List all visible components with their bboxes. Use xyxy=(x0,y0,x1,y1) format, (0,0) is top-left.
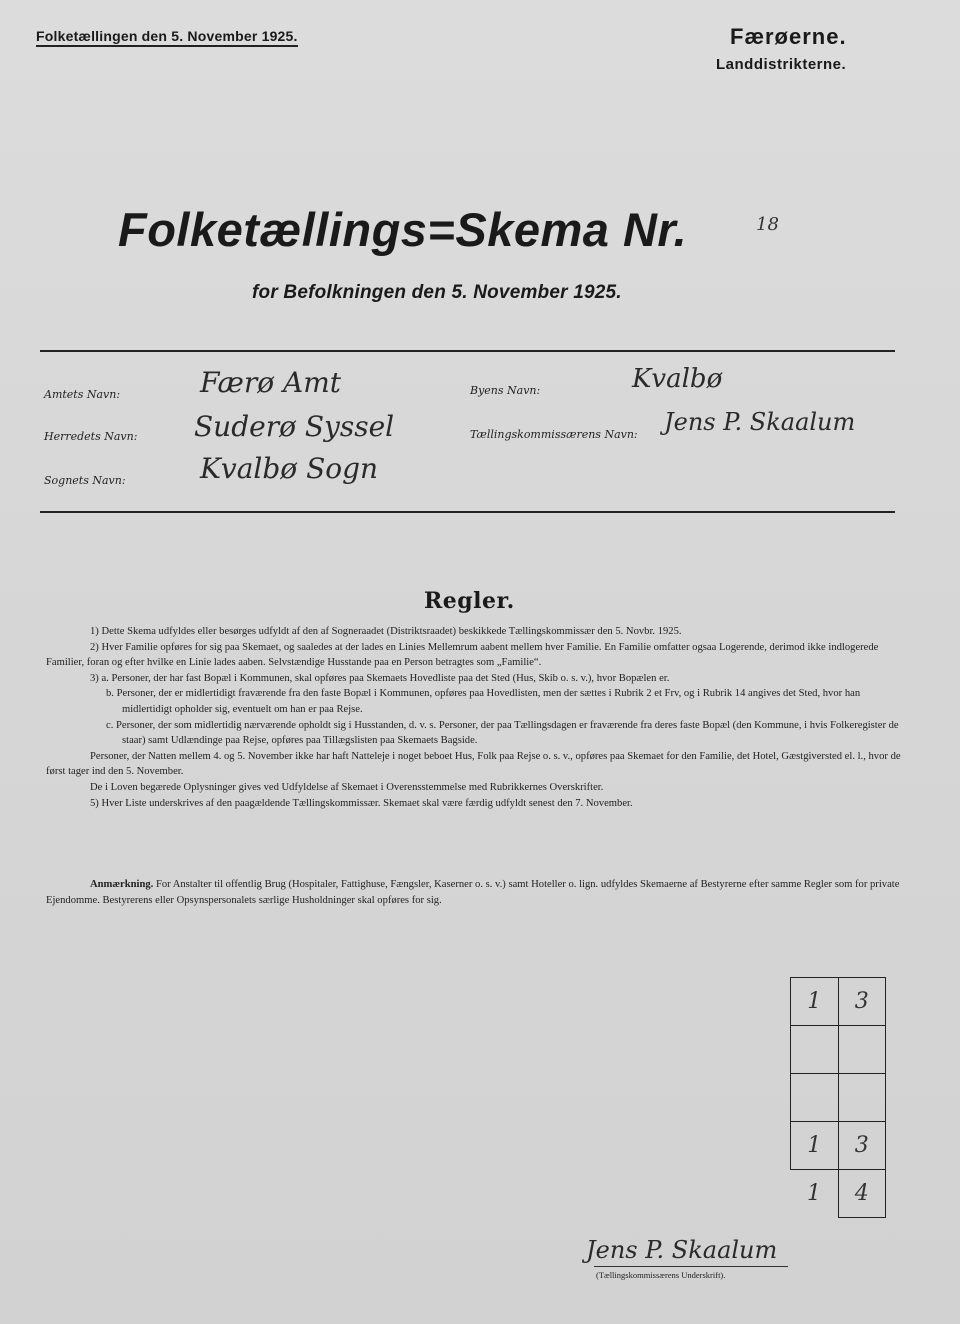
signature-caption: (Tællingskommissærens Underskrift). xyxy=(596,1270,726,1280)
tally-grid xyxy=(790,977,886,1213)
amt-label: Amtets Navn: xyxy=(44,388,121,401)
by-value: Kvalbø xyxy=(632,364,723,394)
rule-3d: Personer, der Natten mellem 4. og 5. November ikke har haft Natteleje i noget beboet Hus, Folk paa Rejse o. s. v., opføres paa Skemaet for den Familie, det Hotel, Gæstgiversted el. l., hvor de først tager ind den 5. November. xyxy=(46,750,901,778)
tally-cell: 3 xyxy=(838,978,886,1026)
kommissaer-value: Jens P. Skaalum xyxy=(664,408,856,436)
tally-cell: 1 xyxy=(791,1170,839,1218)
tally-cell xyxy=(838,1026,886,1074)
sogn-label: Sognets Navn: xyxy=(44,474,126,487)
signature-line xyxy=(594,1266,788,1267)
herred-label: Herredets Navn: xyxy=(44,430,138,443)
by-label: Byens Navn: xyxy=(470,384,541,397)
rule-4: De i Loven begærede Oplysninger gives ved Udfyldelse af Skemaet i Overensstemmelse med Rubrikkernes Overskrifter. xyxy=(90,781,604,793)
tally-cell: 4 xyxy=(838,1170,886,1218)
tally-cell: 1 xyxy=(791,978,839,1026)
form-subtitle: for Befolkningen den 5. November 1925. xyxy=(252,282,622,303)
sogn-value: Kvalbø Sogn xyxy=(200,452,379,485)
rule-3a: 3) a. Personer, der har fast Bopæl i Kommunen, skal opføres paa Skemaets Hovedliste paa det Sted (Hus, Skib o. s. v.), hvor Bopælen er. xyxy=(90,672,670,684)
rule-3b: b. Personer, der er midlertidigt fraværende fra den faste Bopæl i Kommunen, opføres paa Hovedlisten, men der sættes i Rubrik 2 et Frv, og i Rubrik 14 angives det Sted, hvor han midlertidigt opholder sig, eventuelt om han er paa Rejse. xyxy=(106,688,861,715)
tally-cell: 1 xyxy=(791,1122,839,1170)
kommissaer-label: Tællingskommissærens Navn: xyxy=(470,428,638,441)
rule-2: 2) Hver Familie opføres for sig paa Skemaet, og saaledes at der lades en Linies Mellemrum aabent mellem hver Familie. En Familie omfatter ogsaa Logerende, derimod ikke indlogerede Familier, foran og efter hvilke en Linie lades aaben. Selvstændige Husstande paa en Person betragtes som „Familie“. xyxy=(46,641,879,669)
rule-5: 5) Hver Liste underskrives af den paagældende Tællingskommissær. Skemaet skal være færdig udfyldt senest den 7. November. xyxy=(90,797,633,809)
signature: Jens P. Skaalum xyxy=(586,1236,778,1264)
annotation-note xyxy=(46,877,902,909)
form-title: Folketællings=Skema Nr. xyxy=(118,203,688,256)
rule-3c: c. Personer, der som midlertidig nærværende opholdt sig i Husstanden, d. v. s. Personer, der paa Tællingsdagen er fraværende fra deres faste Bopæl (den Kommune, i hvis Folkeregister de staar) samt Udlændinge paa Rejse, opføres paa Tillægslisten paa Skemaets Bagside. xyxy=(106,719,899,747)
rules-heading: Regler. xyxy=(424,588,515,614)
note-label: Anmærkning. xyxy=(90,879,154,890)
rule-1: 1) Dette Skema udfyldes eller besørges udfyldt af den af Sogneraadet (Distriktsraadet) beskikkede Tællingskommissær den 5. Novbr. 1925. xyxy=(90,626,682,637)
rules-text xyxy=(46,624,902,811)
herred-value: Suderø Syssel xyxy=(194,410,395,443)
tally-cell xyxy=(791,1074,839,1122)
form-number: 18 xyxy=(756,214,779,235)
tally-cell xyxy=(791,1026,839,1074)
region-header: Færøerne. xyxy=(730,24,847,49)
divider-bottom xyxy=(40,511,895,513)
divider-top xyxy=(40,350,895,352)
tally-cell: 3 xyxy=(838,1122,886,1170)
census-date-header: Folketællingen den 5. November 1925. xyxy=(36,28,298,47)
district-type-header: Landdistrikterne. xyxy=(716,56,847,73)
amt-value: Færø Amt xyxy=(200,366,342,399)
note-text: For Anstalter til offentlig Brug (Hospitaler, Fattighuse, Fængsler, Kaserner o. s. v.) samt Hoteller o. lign. udfyldes Skemaerne af Bestyrerne efter samme Regler som for private Ejendomme. Bestyrerens eller Opsynspersonalets særlige Husholdninger skal opføres for sig. xyxy=(46,879,900,906)
tally-cell xyxy=(838,1074,886,1122)
